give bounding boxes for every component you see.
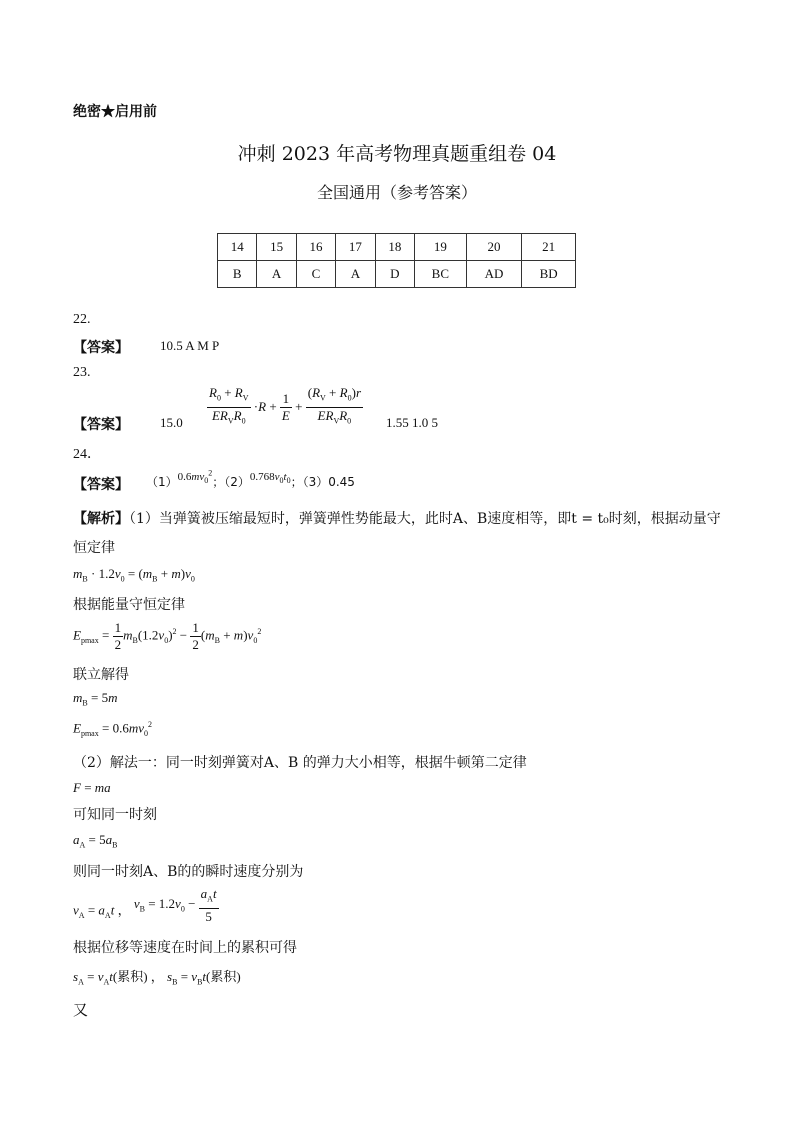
part-2-label: ；（2） — [212, 475, 250, 489]
table-cell: BD — [522, 261, 576, 288]
part-1-label: （1） — [146, 475, 178, 489]
solve-text: 联立解得 — [73, 667, 129, 683]
table-cell: 14 — [218, 234, 257, 261]
question-22-number: 22. — [73, 312, 91, 327]
question-23-number: 23. — [73, 365, 91, 380]
question-24-number: 24． — [73, 447, 101, 462]
table-cell: 21 — [522, 234, 576, 261]
mass-result: $m_B = 5m$ — [73, 690, 118, 708]
velocity-equations: $v_A = a_At$ ， $v_B = 1.2v_0$ − $\frac{a_At}{5}$ — [73, 886, 217, 924]
question-23-remaining-values: 1.55 1.0 5 — [386, 415, 438, 430]
energy-result: $E_{pmax} = 0.6mv_0^2$ — [73, 720, 152, 738]
analysis-text: （1）当弹簧被压缩最短时，弹簧弹性势能最大，此时A、B速度相等，即t = t₀时刻，根据动量守 — [129, 511, 721, 527]
question-23-formula: $\frac{R_0 + R_V}{ER_VR_0}$ ·R + $\frac{1}{E}$ + $\frac{(R_V + R_0)r}{ER_VR_0}$ — [209, 385, 361, 426]
question-23-first-value: 15.0 — [160, 415, 183, 430]
answer-row — [218, 261, 576, 288]
confidential-label: 绝密★启用前 — [73, 104, 157, 120]
acceleration-relation: $a_A = 5a_B$ — [73, 832, 118, 850]
question-23-answer-tag: 【答案】 — [73, 417, 129, 433]
analysis-line-1 — [73, 508, 721, 528]
page-title: 冲刺 2023 年高考物理真题重组卷 04 — [237, 143, 557, 165]
table-cell: 16 — [296, 234, 335, 261]
displacement-text: 根据位移等速度在时间上的累积可得 — [73, 940, 297, 956]
table-cell: 17 — [336, 234, 375, 261]
part-2-intro: （2）解法一：同一时刻弹簧对A、B 的弹力大小相等，根据牛顿第二定律 — [73, 755, 527, 771]
table-cell: A — [336, 261, 375, 288]
velocity-text: 则同一时刻A、B的的瞬时速度分别为 — [73, 864, 304, 880]
table-cell: A — [257, 261, 296, 288]
same-moment-text: 可知同一时刻 — [73, 807, 157, 823]
table-cell: AD — [466, 261, 522, 288]
question-24-answer-line — [146, 468, 355, 491]
question-24-answer-tag: 【答案】 — [73, 477, 129, 493]
table-cell: 18 — [375, 234, 414, 261]
part-2-answer: 0.768v0t0 — [249, 471, 291, 486]
part-1-answer: 0.6mv02 — [177, 468, 213, 486]
table-cell: D — [375, 261, 414, 288]
question-number-row — [218, 234, 576, 261]
displacement-equations: $s_A = v_At$(累积) ， $s_B = v_Bt$(累积) — [73, 969, 241, 987]
table-cell: C — [296, 261, 335, 288]
table-cell: 15 — [257, 234, 296, 261]
also-text: 又 — [73, 1001, 89, 1019]
part-3-answer: 0.45 — [328, 475, 355, 489]
energy-equation: $E_{pmax}$ = $\frac{1}{2}$ $m_B(1.2v_0)^2$ − $\frac{1}{2}$ $(m_B + m)v_0^2$ — [73, 620, 262, 652]
part-3-label: ；（3） — [290, 475, 329, 489]
multiple-choice-answer-table — [217, 233, 576, 288]
question-22-answer-values: 10.5 A M P — [160, 338, 220, 353]
energy-law-text: 根据能量守恒定律 — [73, 597, 185, 613]
analysis-tag: 【解析】 — [73, 511, 129, 527]
table-cell: BC — [415, 261, 467, 288]
newton-equation: F = ma — [73, 780, 111, 795]
momentum-equation: $m_B \cdot 1.2v_0 = (m_B + m)v_0$ — [73, 566, 195, 584]
question-22-answer-tag: 【答案】 — [73, 340, 129, 356]
table-cell: B — [218, 261, 257, 288]
table-cell: 19 — [415, 234, 467, 261]
analysis-line-2: 恒定律 — [73, 540, 115, 556]
page-subtitle: 全国通用（参考答案） — [316, 183, 477, 202]
table-cell: 20 — [466, 234, 522, 261]
